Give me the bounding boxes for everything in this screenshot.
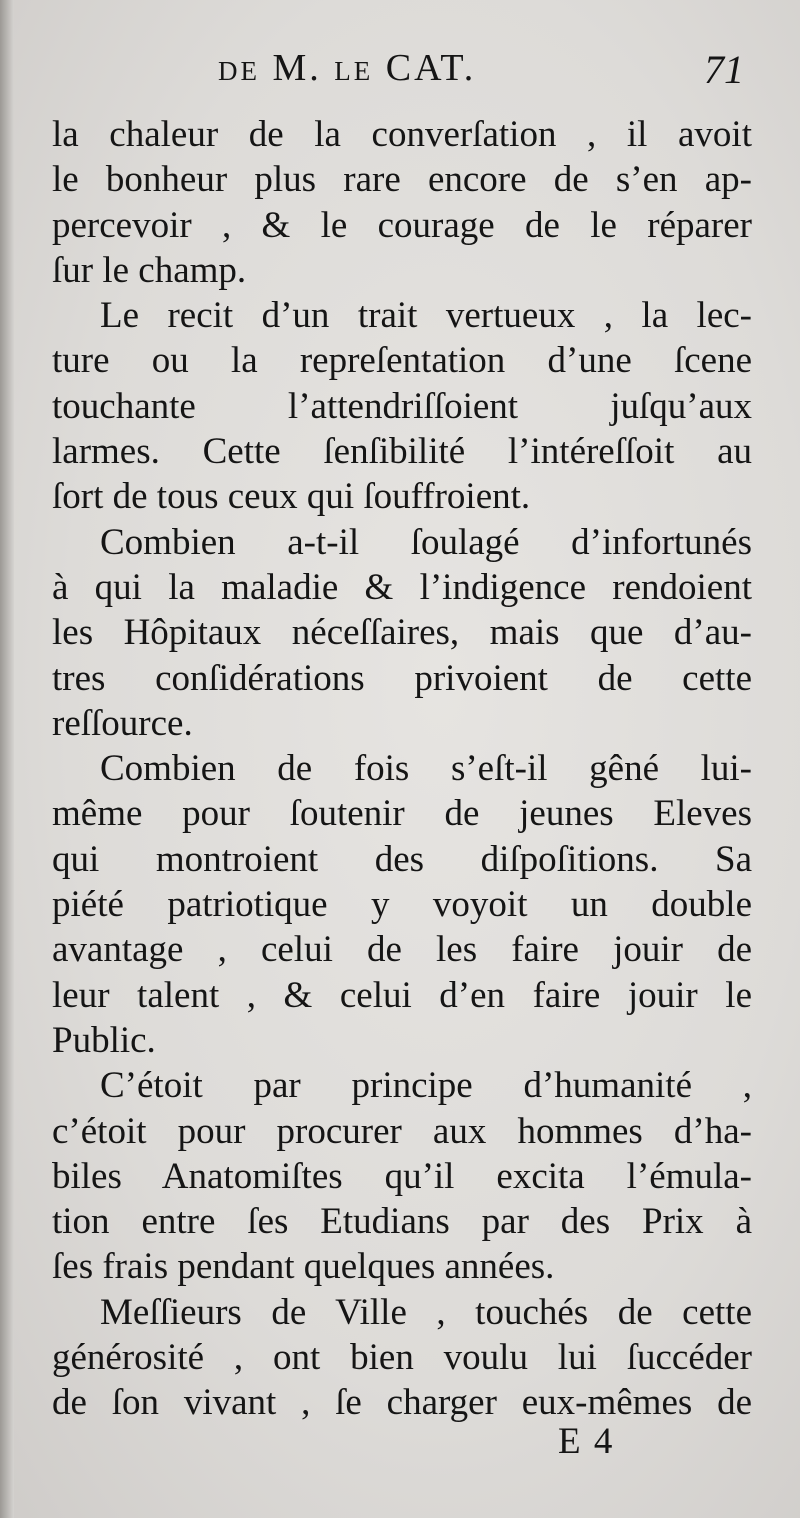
text-line: générosité , ont bien voulu lui ſuccéder bbox=[52, 1337, 752, 1379]
text-line: tion entre ſes Etudians par des Prix à bbox=[52, 1201, 752, 1243]
text-line: Le recit d’un trait vertueux , la lec- bbox=[100, 295, 752, 337]
body-text bbox=[52, 112, 752, 1426]
text-line: biles Anatomiſtes qu’il excita l’émula- bbox=[52, 1155, 752, 1197]
text-line: leur talent , & celui d’en faire jouir le bbox=[52, 974, 752, 1016]
text-line: à qui la maladie & l’indigence rendoient bbox=[52, 566, 752, 608]
running-head-m: M. bbox=[272, 47, 322, 89]
text-line: reſſource. bbox=[52, 702, 193, 744]
page-number: 71 bbox=[704, 47, 744, 92]
signature-mark: E 4 bbox=[558, 1421, 615, 1462]
text-line: Combien de fois s’eſt-il gêné lui- bbox=[100, 748, 752, 790]
text-line: de ſon vivant , ſe charger eux-mêmes de bbox=[52, 1382, 752, 1424]
text-line: piété patriotique y voyoit un double bbox=[52, 884, 752, 926]
running-head-le: LE bbox=[334, 56, 374, 86]
text-line: avantage , celui de les faire jouir de bbox=[52, 929, 752, 971]
text-line: ſes frais pendant quelques années. bbox=[52, 1246, 555, 1288]
text-line: touchante l’attendriſſoient juſqu’aux bbox=[52, 385, 752, 427]
page-header bbox=[0, 46, 800, 96]
text-line: c’étoit pour procurer aux hommes d’ha- bbox=[52, 1110, 752, 1152]
text-line: percevoir , & le courage de le réparer bbox=[52, 204, 752, 246]
text-line: le bonheur plus rare encore de s’en ap- bbox=[52, 159, 752, 201]
text-line: ſort de tous ceux qui ſouffroient. bbox=[52, 476, 531, 518]
text-line: tres conſidérations privoient de cette bbox=[52, 657, 752, 699]
running-head-cat: CAT. bbox=[385, 47, 477, 89]
text-line: même pour ſoutenir de jeunes Eleves bbox=[52, 793, 752, 835]
text-line: la chaleur de la converſation , il avoit bbox=[52, 114, 752, 155]
text-line: les Hôpitaux néceſſaires, mais que d’au- bbox=[52, 612, 752, 654]
page-gutter-shadow bbox=[0, 0, 14, 1518]
text-line: ture ou la repreſentation d’une ſcene bbox=[52, 340, 752, 382]
text-line: Public. bbox=[52, 1019, 156, 1061]
running-head bbox=[218, 46, 476, 90]
text-line: larmes. Cette ſenſibilité l’intéreſſoit au bbox=[52, 431, 752, 473]
text-line: ſur le champ. bbox=[52, 249, 247, 291]
text-line: Meſſieurs de Ville , touchés de cette bbox=[100, 1291, 752, 1333]
text-line: qui montroient des diſpoſitions. Sa bbox=[52, 838, 752, 880]
text-line: C’étoit par principe d’humanité , bbox=[100, 1065, 752, 1107]
running-head-de: DE bbox=[218, 56, 260, 86]
text-line: Combien a-t-il ſoulagé d’infortunés bbox=[100, 521, 752, 563]
